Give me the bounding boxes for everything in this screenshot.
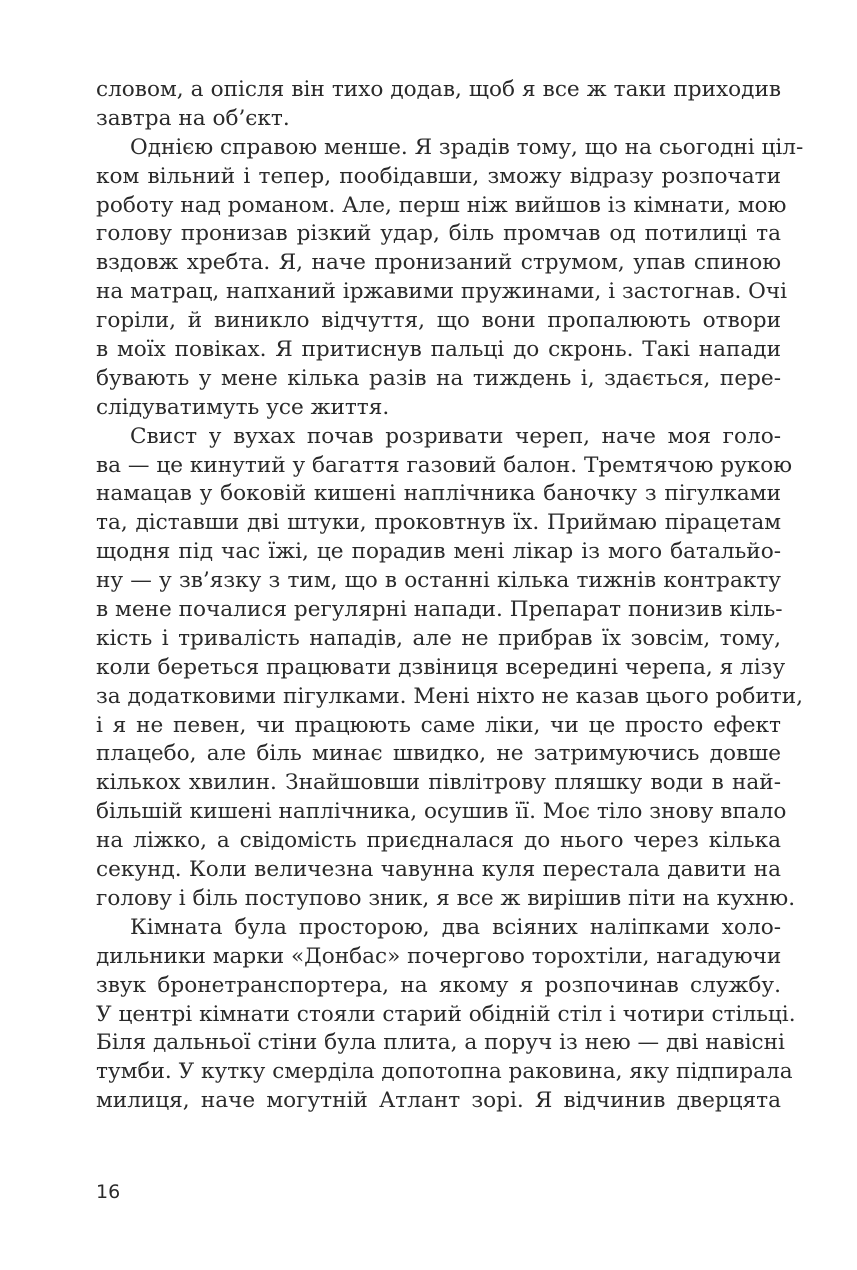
text-line: слідуватимуть усе життя.	[96, 394, 390, 420]
text-line: голову і біль поступово зник, я все ж вирішив піти на кухню.	[96, 885, 796, 911]
text-line: У центрі кімнати стояли старий обідній стіл і чотири стільці.	[96, 1001, 796, 1027]
text-line: ну — у зв’язку з тим, що в останні кілька тижнів контракту	[96, 568, 781, 594]
text-line: завтра на об’єкт.	[96, 105, 290, 131]
paragraph	[96, 134, 804, 423]
paragraph	[96, 914, 796, 1116]
text-line: на ліжко, а свідомість приєдналася до нього через кілька	[96, 828, 781, 854]
text-line: ва — це кинутий у багаття газовий балон. Тремтячою рукою	[96, 452, 793, 478]
text-line: на матрац, напханий іржавими пружинами, і застогнав. Очі	[96, 279, 788, 305]
text-line: Біля дальньої стіни була плита, а поруч із нею — дві навісні	[96, 1030, 785, 1056]
text-line: тумби. У кутку смерділа допотопна раковина, яку підпирала	[96, 1059, 793, 1085]
text-line: Кімната була просторою, два всіяних наліпками холо-	[130, 914, 781, 940]
text-line: звук бронетранспортера, на якому я розпочинав службу.	[96, 972, 781, 998]
text-line: більшій кишені наплічника, осушив її. Моє тіло знову впало	[96, 799, 787, 825]
text-line: роботу над романом. Але, перш ніж вийшов із кімнати, мою	[96, 192, 787, 218]
text-line: Свист у вухах почав розривати череп, наче моя голо-	[130, 423, 781, 449]
text-line: намацав у боковій кишені наплічника баночку з пігулками	[96, 481, 781, 507]
text-line: секунд. Коли величезна чавунна куля перестала давити на	[96, 857, 781, 883]
text-line: в мене почалися регулярні напади. Препарат понизив кіль-	[96, 597, 783, 623]
text-line: дильники марки «Донбас» почергово торохтіли, нагадуючи	[96, 943, 782, 969]
paragraph	[96, 423, 804, 914]
text-line: і я не певен, чи працюють саме ліки, чи це просто ефект	[96, 712, 781, 738]
paragraph	[96, 76, 781, 134]
text-line: за додатковими пігулками. Мені ніхто не казав цього робити,	[96, 683, 804, 709]
text-line: та, діставши дві штуки, проковтнув їх. Приймаю пірацетам	[96, 510, 781, 536]
text-line: в моїх повіках. Я притиснув пальці до скронь. Такі напади	[96, 337, 781, 363]
text-line: кількох хвилин. Знайшовши півлітрову пляшку води в най-	[96, 770, 781, 796]
text-line: горіли, й виникло відчуття, що вони пропалюють отвори	[96, 308, 781, 334]
text-line: бувають у мене кілька разів на тиждень і, здається, пере-	[96, 365, 781, 391]
text-line: милиця, наче могутній Атлант зорі. Я відчинив дверцята	[96, 1088, 781, 1114]
text-line: коли береться працювати дзвіниця всередині черепа, я лізу	[96, 654, 786, 680]
body-text	[96, 76, 804, 1116]
text-line: словом, а опісля він тихо додав, щоб я все ж таки приходив	[96, 77, 781, 102]
text-line: голову пронизав різкий удар, біль промчав од потилиці та	[96, 221, 781, 247]
text-line: ком вільний і тепер, пообідавши, зможу відразу розпочати	[96, 163, 781, 189]
text-line: кість і тривалість нападів, але не прибрав їх зовсім, тому,	[96, 625, 781, 651]
text-line: вздовж хребта. Я, наче пронизаний струмом, упав спиною	[96, 250, 781, 276]
page-number: 16	[96, 1181, 121, 1203]
text-line: плацебо, але біль минає швидко, не затримуючись довше	[96, 741, 781, 767]
text-line: щодня під час їжі, це порадив мені лікар із мого батальйо-	[96, 539, 781, 565]
text-line: Однією справою менше. Я зрадів тому, що на сьогодні ціл-	[130, 134, 804, 160]
